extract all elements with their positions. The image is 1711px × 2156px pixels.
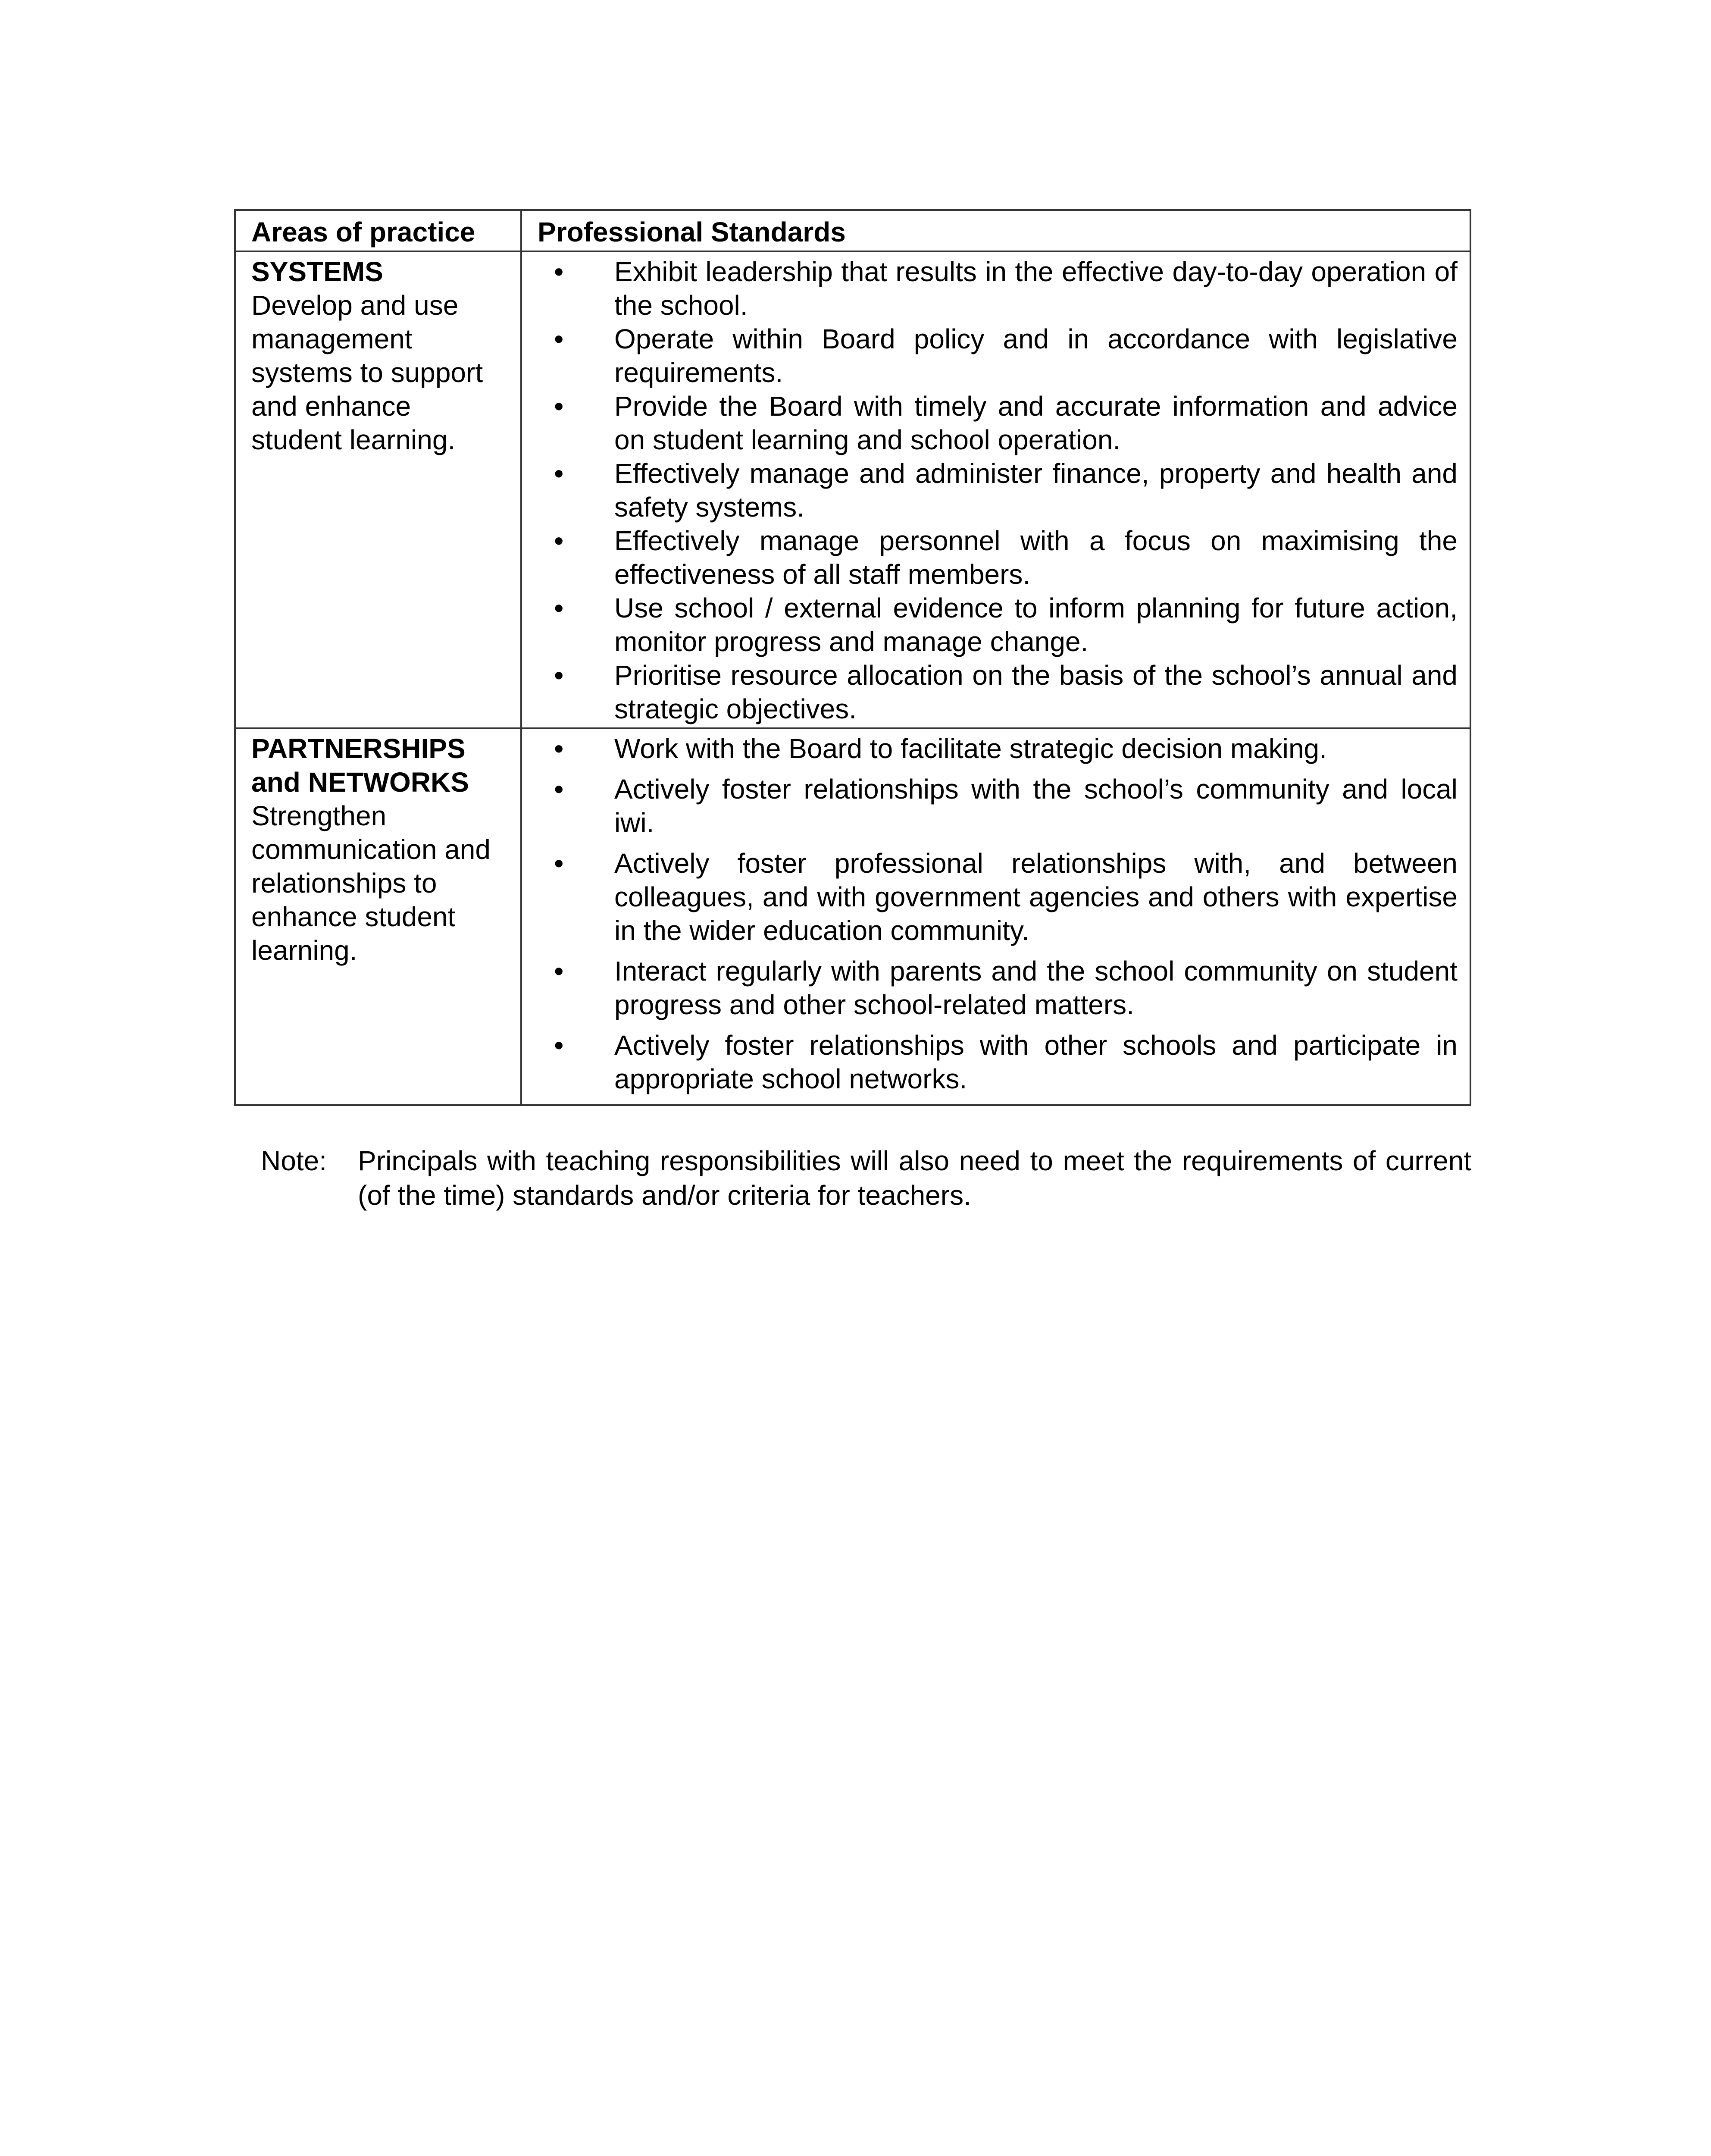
standards-list (538, 732, 1458, 1096)
standard-item: • Effectively manage and administer finance, property and health and safety systems. (538, 457, 1458, 524)
standards-list (538, 255, 1458, 726)
standard-item: • Use school / external evidence to inform planning for future action, monitor progress and manage change. (538, 591, 1458, 658)
area-title: SYSTEMS (251, 256, 383, 287)
professional-standards-table (234, 209, 1471, 1106)
standards-cell (521, 251, 1470, 728)
standards-cell (521, 728, 1470, 1105)
standard-item: • Actively foster relationships with other schools and participate in appropriate school networks. (538, 1028, 1458, 1096)
table-header-row (235, 210, 1470, 251)
table-row-systems (235, 251, 1470, 728)
area-cell (235, 251, 521, 728)
area-description: Develop and use management systems to support and enhance student learning. (251, 290, 483, 455)
standard-item: • Work with the Board to facilitate strategic decision making. (538, 732, 1458, 765)
standard-item: • Interact regularly with parents and the school community on student progress and other school-related matters. (538, 954, 1458, 1022)
note-paragraph (261, 1144, 1471, 1213)
standard-item: • Provide the Board with timely and accurate information and advice on student learning and school operation. (538, 389, 1458, 457)
standard-item: • Actively foster relationships with the school’s community and local iwi. (538, 772, 1458, 840)
standard-item: • Exhibit leadership that results in the effective day-to-day operation of the school. (538, 255, 1458, 322)
header-professional-standards: Professional Standards (521, 210, 1470, 251)
standard-item: • Prioritise resource allocation on the basis of the school’s annual and strategic objectives. (538, 658, 1458, 726)
header-areas-of-practice: Areas of practice (235, 210, 521, 251)
note-text: Principals with teaching responsibilities will also need to meet the requirements of current (of the time) standards and/or criteria for teachers. (358, 1145, 1471, 1211)
area-cell (235, 728, 521, 1105)
standard-item: • Effectively manage personnel with a focus on maximising the effectiveness of all staff members. (538, 524, 1458, 591)
area-description: Strengthen communication and relationships to enhance student learning. (251, 800, 491, 966)
standard-item: • Actively foster professional relationships with, and between colleagues, and with government agencies and others with expertise in the wider education community. (538, 846, 1458, 947)
standard-item: • Operate within Board policy and in accordance with legislative requirements. (538, 322, 1458, 389)
area-title: PARTNERSHIPS and NETWORKS (251, 733, 469, 798)
table-row-partnerships (235, 728, 1470, 1105)
note-label: Note: (261, 1145, 327, 1176)
